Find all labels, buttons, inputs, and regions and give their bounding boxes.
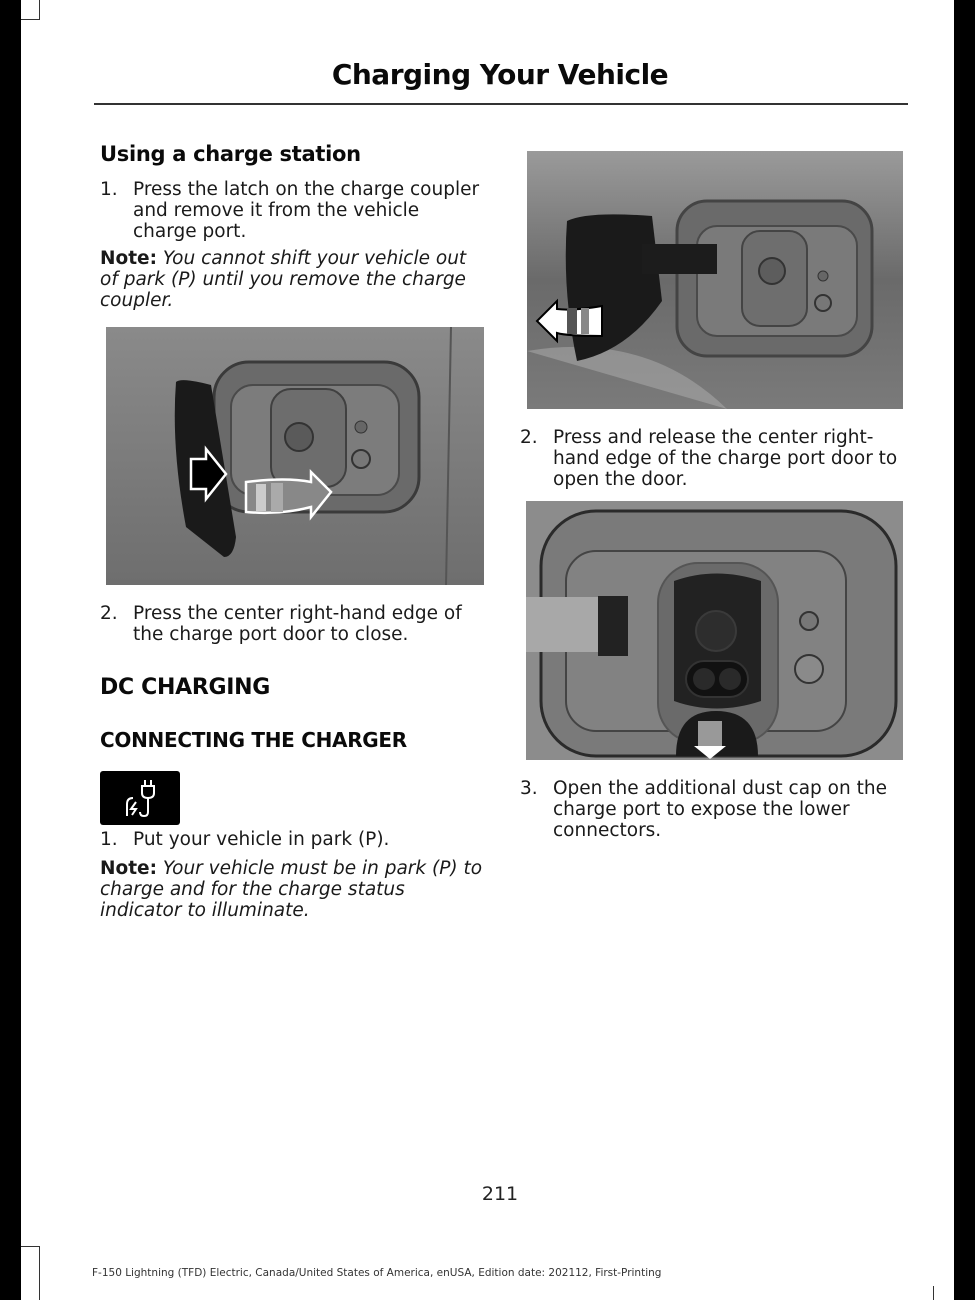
crop-mark-bottom-left-h xyxy=(21,1246,40,1247)
step-text: Press and release the center right-hand edge of the charge port door to open the door. xyxy=(553,427,898,490)
step-item xyxy=(100,179,485,242)
note-label: Note: xyxy=(100,858,157,879)
charge-door-close-illustration xyxy=(106,327,484,585)
crop-mark-bottom-left-v xyxy=(39,1246,40,1300)
page-number: 211 xyxy=(481,1183,519,1205)
step-number: 2. xyxy=(100,603,118,624)
note xyxy=(100,248,485,311)
header-divider xyxy=(94,103,908,105)
note xyxy=(100,858,485,921)
step-number: 2. xyxy=(520,427,538,448)
step-text: Press the latch on the charge coupler and remove it from the vehicle charge port. xyxy=(133,179,480,242)
charge-door-open-illustration xyxy=(527,151,903,409)
left-column xyxy=(100,142,485,311)
crop-mark-top-left-h xyxy=(21,19,40,20)
step-item xyxy=(520,778,905,841)
left-column-lower xyxy=(100,603,485,921)
crop-mark-bottom-right-v xyxy=(933,1286,934,1300)
edition-footer: F-150 Lightning (TFD) Electric, Canada/United States of America, enUSA, Edition date: 202112, First-Printing xyxy=(92,1267,662,1279)
crop-mark-top-left-v xyxy=(39,0,40,20)
step-number: 1. xyxy=(100,829,118,850)
dc-charging-heading: DC CHARGING xyxy=(100,675,271,700)
step-item xyxy=(520,427,905,490)
figure-close-door xyxy=(106,327,484,585)
dust-cap-illustration xyxy=(526,501,903,760)
page-title: Charging Your Vehicle xyxy=(331,58,669,91)
connecting-charger-heading: CONNECTING THE CHARGER xyxy=(100,728,407,752)
note-text: Your vehicle must be in park (P) to charge and for the charge status indicator to illuminate. xyxy=(100,858,483,921)
note-text: You cannot shift your vehicle out of park (P) until you remove the charge coupler. xyxy=(100,248,467,311)
step-item xyxy=(100,603,485,645)
figure-open-door xyxy=(527,151,903,409)
note-label: Note: xyxy=(100,248,157,269)
step-text: Put your vehicle in park (P). xyxy=(133,829,390,850)
step-text: Open the additional dust cap on the charge port to expose the lower connectors. xyxy=(553,778,887,841)
right-column-step2 xyxy=(520,427,905,490)
right-column-step3 xyxy=(520,778,905,841)
figure-dust-cap xyxy=(526,501,903,760)
step-number: 1. xyxy=(100,179,118,200)
step-number: 3. xyxy=(520,778,538,799)
step-text: Press the center right-hand edge of the charge port door to close. xyxy=(133,603,462,645)
section-title: Using a charge station xyxy=(100,142,361,166)
ev-charge-plug-icon xyxy=(100,771,180,825)
step-item xyxy=(100,829,485,850)
